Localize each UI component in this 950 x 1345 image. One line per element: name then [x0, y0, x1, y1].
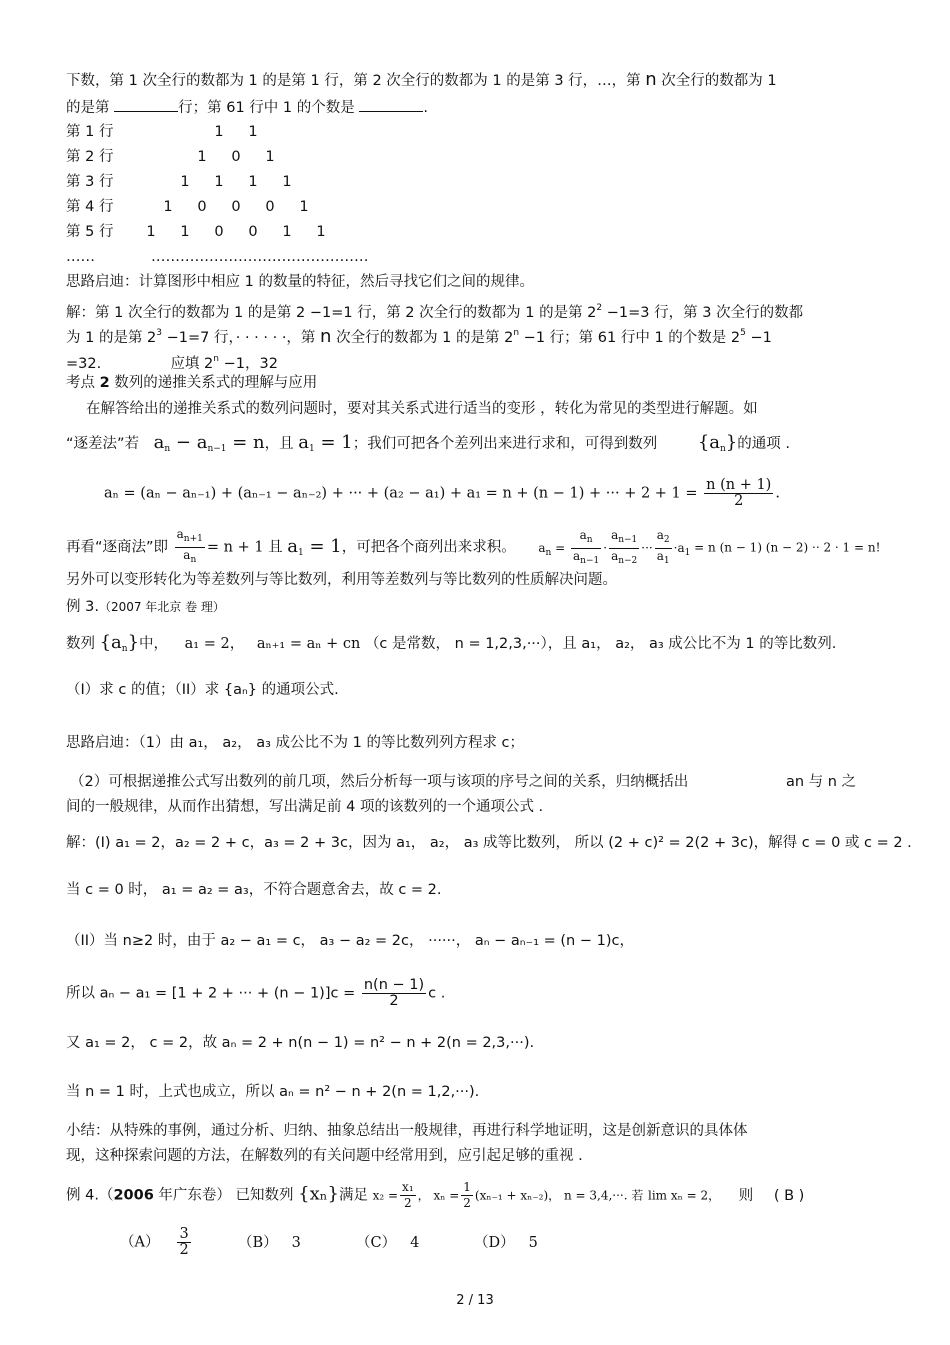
- formula-text: aₙ = (aₙ − aₙ₋₁) + (aₙ₋₁ − aₙ₋₂) + ··· + (a₂ − a₁) + a₁ = n + (n − 1) + ··· + 2 + 1 =: [104, 485, 698, 502]
- triangle-cell: 1: [248, 174, 258, 190]
- triangle-row: [66, 122, 270, 142]
- formula-text: 所以 aₙ − a₁ = [1 + 2 + ··· + (n − 1)]c =: [66, 985, 356, 1002]
- denominator: 2: [463, 1196, 471, 1210]
- row-label: 第 4 行: [66, 199, 114, 215]
- text-seg: 满足: [338, 1187, 368, 1204]
- sup: n: [213, 354, 219, 364]
- denominator: 2: [734, 493, 744, 509]
- option-value: 3: [291, 1234, 301, 1251]
- triangle-cell: 1: [282, 174, 292, 190]
- var-n: n: [645, 69, 657, 90]
- option-b: [238, 1233, 356, 1253]
- text-seg: （2007 年北京 卷 理）: [98, 600, 225, 614]
- triangle-cell: 1: [316, 224, 326, 240]
- solution-3-line-4: [66, 978, 445, 1009]
- triangle-row: [66, 147, 287, 167]
- summary-line-2: 现，这种探索问题的方法，在解数列的有关问题中经常用到，应引起足够的重视 .: [66, 1148, 583, 1164]
- triangle-cell: 1: [163, 199, 173, 215]
- page-number: 2 / 13: [456, 1293, 494, 1308]
- formula-diff: $a_n - a_{n-1} = n$: [153, 432, 265, 454]
- sup: 5: [740, 328, 746, 338]
- formula-text: ， xₙ =: [417, 1188, 460, 1203]
- answer-choice: ( B ): [773, 1187, 805, 1204]
- solution-1-line-1: [66, 298, 803, 323]
- row-label: ……: [66, 249, 95, 265]
- numerator: n(n − 1): [363, 977, 425, 993]
- text-seg: c .: [428, 985, 446, 1002]
- text-seg: 为 1 的是第 2: [66, 330, 157, 346]
- numerator: 1: [463, 1180, 471, 1194]
- hint-3-line-2b: an 与 n 之: [786, 774, 857, 790]
- triangle-cell: 1: [265, 149, 275, 165]
- text-seg: 再看“逐商法”即: [66, 539, 169, 556]
- option-label: （D）: [474, 1234, 515, 1251]
- formula-text: x₂ =: [372, 1188, 399, 1203]
- problem-text-line-1: [66, 70, 777, 91]
- option-d: [474, 1233, 592, 1253]
- text-seg: 下数，第 1 次全行的数都为 1 的是第 1 行，第 2 次全行的数都为 1 的是第 3 行，…，第: [66, 73, 646, 89]
- triangle-row: [66, 247, 369, 267]
- text-seg: .: [775, 485, 780, 502]
- example-3-statement: [66, 633, 836, 659]
- denominator: 2: [389, 993, 399, 1009]
- triangle-cell: 1: [248, 124, 258, 140]
- triangle-cell: 1: [180, 174, 190, 190]
- text-seg: 中，: [139, 636, 169, 652]
- text-seg: 2006: [113, 1187, 154, 1204]
- solution-3-line-1: 解：(I) a₁ = 2，a₂ = 2 + c，a₃ = 2 + 3c，因为 a₁， a₂， a₃ 成等比数列， 所以 (2 + c)² = 2(2 + 3c)，解得 c = 0 或 c = 2 .: [66, 835, 912, 851]
- text-seg: 考点: [66, 375, 100, 391]
- solution-3-line-3: （II）当 n≥2 时，由于 a₂ − a₁ = c， a₃ − a₂ = 2c， ······， aₙ − aₙ₋₁ = (n − 1)c，: [66, 933, 634, 949]
- formula-seq: $\{a_n\}$: [697, 432, 738, 454]
- formula-a1: $a_1 = 1$: [298, 432, 353, 454]
- text-seg: −1，32: [219, 356, 278, 372]
- section-heading-kp2: [66, 373, 317, 393]
- row-label: 第 5 行: [66, 224, 114, 240]
- triangle-cell: 1: [214, 174, 224, 190]
- triangle-cell: 0: [265, 199, 275, 215]
- answer-options: [120, 1227, 592, 1258]
- fraction: [400, 1180, 416, 1211]
- answer-blank: [114, 97, 178, 112]
- denominator: 2: [179, 1242, 189, 1258]
- zhucha-line: [66, 433, 790, 459]
- numerator: x₁: [402, 1180, 414, 1194]
- option-label: （C）: [356, 1234, 397, 1251]
- example-4-statement: [66, 1180, 804, 1211]
- var-n: n: [320, 326, 332, 347]
- text-seg: 则: [738, 1187, 754, 1204]
- solution-3-line-2: 当 c = 0 时， a₁ = a₂ = a₃，不符合题意舍去，故 c = 2.: [66, 882, 442, 898]
- example-3-questions: （I）求 c 的值；（II）求 {aₙ} 的通项公式.: [66, 682, 339, 698]
- formula-text: = n (n − 1) (n − 2) ·· 2 · 1 = n!: [694, 540, 881, 555]
- text-seg: （c 是常数，: [364, 636, 451, 652]
- triangle-row: [66, 172, 304, 192]
- fraction: [461, 1180, 473, 1211]
- text-seg: 例 4.（: [66, 1187, 114, 1204]
- text-seg: 行；第 61 行中 1 的个数是: [178, 100, 355, 116]
- other-paragraph: 另外可以变形转化为等差数列与等比数列，利用等差数列与等比数列的性质解决问题。: [66, 572, 617, 588]
- text-seg: =32.: [66, 356, 102, 372]
- formula-seq: {xₙ}: [298, 1183, 339, 1205]
- text-seg: .: [423, 100, 428, 116]
- option-c: [356, 1233, 474, 1253]
- fraction: [362, 978, 426, 1009]
- example-3-title: [66, 597, 225, 617]
- solution-1-line-3: [66, 349, 278, 374]
- hint-1: 思路启迪：计算图形中相应 1 的数量的特征，然后寻找它们之间的规律。: [66, 274, 534, 290]
- option-a: [120, 1227, 238, 1258]
- hint-3-line-1: 思路启迪：（1）由 a₁， a₂， a₃ 成公比不为 1 的等比数列列方程求 c；: [66, 735, 525, 751]
- text-seg: n = 1,2,3,···），且 a₁， a₂， a₃ 成公比不为 1 的等比数列.: [454, 636, 837, 652]
- text-seg: 的是第: [66, 100, 110, 116]
- triangle-cell: 1: [197, 149, 207, 165]
- formula-a1: $a_1 = 1$: [287, 535, 342, 558]
- text-seg: 次全行的数都为 1 的是第 2: [331, 330, 514, 346]
- solution-3-line-5: 又 a₁ = 2， c = 2，故 aₙ = 2 + n(n − 1) = n² − n + 2(n = 2,3,···).: [66, 1035, 535, 1051]
- denominator: 2: [404, 1196, 412, 1210]
- hint-3-line-3: 间的一般规律，从而作出猜想，写出满足前 4 项的该数列的一个通项公式 .: [66, 799, 544, 815]
- text-seg: 数列的递推关系式的理解与应用: [109, 375, 318, 391]
- formula-text: (xₙ₋₁ + xₙ₋₂)， n = 3,4,···. 若: [474, 1188, 644, 1203]
- text-seg: −1: [745, 330, 772, 346]
- formula-text: a₁ = 2，: [184, 636, 245, 652]
- formula-seq: $\{a_n\}$: [99, 632, 140, 654]
- fraction: $\frac{a_{n+1}}{a_n}$: [176, 527, 203, 565]
- triangle-cell: 1: [299, 199, 309, 215]
- triangle-cell: 0: [231, 149, 241, 165]
- text-seg: 次全行的数都为 1: [656, 73, 777, 89]
- option-value: 4: [410, 1234, 420, 1251]
- row-label: 第 3 行: [66, 174, 114, 190]
- row-label: 第 2 行: [66, 149, 114, 165]
- triangle-row: [66, 222, 338, 242]
- answer-blank: [359, 97, 423, 112]
- text-seg: −1 行；第 61 行中 1 的个数是 2: [519, 330, 741, 346]
- triangle-cell: 0: [231, 199, 241, 215]
- zhushang-line: [66, 527, 880, 569]
- formula-product: $a_n$ = $\frac{a_n}{a_{n-1}}$ · $\frac{a_{n-1}}{a_{n-2}}$ ··· $\frac{a_2}{a_1}$ $\cdot a_1$: [538, 527, 691, 566]
- hint-3-line-2: （2）可根据递推公式写出数列的前几项，然后分析每一项与该项的序号之间的关系，归纳概括出: [70, 774, 689, 790]
- sup: 3: [156, 328, 163, 338]
- triangle-row: [66, 197, 321, 217]
- text-seg: ；我们可把各个差列出来进行求和，可得到数列: [352, 436, 658, 452]
- text-seg: 2: [99, 375, 110, 391]
- text-seg: ，且: [264, 436, 294, 452]
- summary-line-1: 小结：从特殊的事例，通过分析、归纳、抽象总结出一般规律，再进行科学地证明，这是创新意识的具体体: [66, 1123, 748, 1139]
- formula-text: = n + 1 且: [206, 539, 283, 556]
- triangle-cell: 0: [214, 224, 224, 240]
- sup: 2: [596, 303, 603, 313]
- text-seg: 应填 2: [170, 356, 214, 372]
- problem-text-line-2: [66, 97, 428, 118]
- solution-3-line-6: 当 n = 1 时，上式也成立，所以 aₙ = n² − n + 2(n = 1,2,···).: [66, 1084, 480, 1100]
- text-seg: −1=3 行，第 3 次全行的数都: [602, 305, 804, 321]
- triangle-cell: 1: [180, 224, 190, 240]
- row-label: 第 1 行: [66, 124, 114, 140]
- option-value: 5: [528, 1234, 538, 1251]
- option-label: （A）: [120, 1234, 160, 1251]
- text-seg: 的通项 .: [737, 436, 790, 452]
- triangle-cell: 1: [282, 224, 292, 240]
- text-seg: 解：第 1 次全行的数都为 1 的是第 2 −1=1 行，第 2 次全行的数都为 1 的是第 2: [66, 305, 597, 321]
- text-seg: 年广东卷） 已知数列: [153, 1187, 294, 1204]
- text-seg: 数列: [66, 636, 95, 652]
- triangle-cell: 1: [214, 124, 224, 140]
- fraction: [704, 478, 773, 509]
- intro-paragraph: 在解答给出的递推关系式的数列问题时，要对其关系式进行适当的变形 ，转化为常见的类型进行解题。如: [86, 401, 758, 417]
- text-seg: −1=7 行，· · · · · ·，第: [162, 330, 321, 346]
- numerator: 3: [179, 1226, 189, 1242]
- numerator: n (n + 1): [706, 477, 772, 493]
- solution-1-line-2: [66, 323, 772, 348]
- formula-limit: lim xₙ = 2，: [647, 1188, 721, 1203]
- triangle-cell: 0: [248, 224, 258, 240]
- sup: n: [513, 328, 520, 338]
- option-label: （B）: [238, 1234, 278, 1251]
- triangle-cell: 0: [197, 199, 207, 215]
- text-seg: ，可把各个商列出来求积。: [341, 539, 516, 556]
- triangle-cell: 1: [146, 224, 156, 240]
- ellipsis: ………………………………………: [151, 249, 369, 265]
- formula-text: aₙ₊₁ = aₙ + cn: [256, 636, 361, 652]
- text-seg: 例 3.: [66, 599, 99, 615]
- fraction: [177, 1227, 190, 1258]
- formula-sum: [104, 478, 780, 509]
- text-seg: “逐差法”若: [66, 436, 140, 452]
